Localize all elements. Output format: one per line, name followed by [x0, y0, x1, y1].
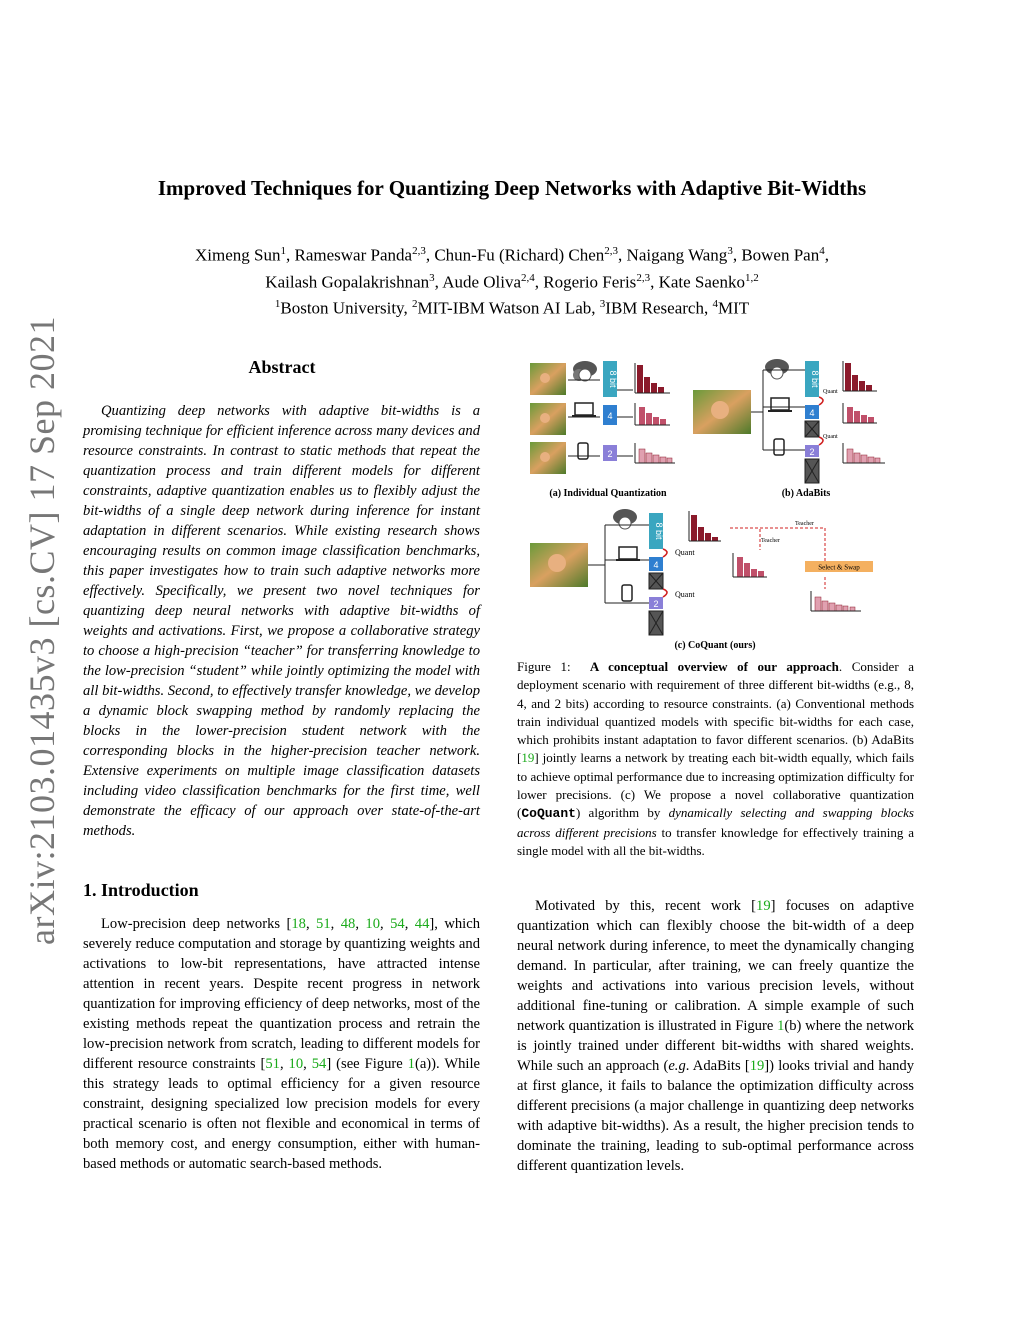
- citation-link[interactable]: 44: [414, 916, 430, 932]
- citation-link[interactable]: 54: [390, 916, 405, 932]
- citation-link[interactable]: 48: [340, 916, 356, 932]
- arxiv-watermark: [15, 316, 62, 945]
- affiliation-mark: 2: [411, 298, 418, 311]
- svg-text:2: 2: [653, 599, 659, 609]
- citation-link[interactable]: 10: [288, 1056, 304, 1072]
- figure-link[interactable]: 1: [777, 1018, 785, 1034]
- laptop-icon: [616, 547, 640, 561]
- svg-text:8 bit: 8 bit: [810, 370, 820, 388]
- author-name: Ximeng Sun: [195, 245, 281, 265]
- affiliation-mark: 4: [712, 298, 718, 311]
- svg-text:4: 4: [607, 411, 613, 421]
- svg-text:2: 2: [607, 449, 613, 459]
- quant-label: Quant: [823, 434, 838, 440]
- affiliation-mark: 1,2: [744, 271, 759, 284]
- figure-caption: Figure 1: A conceptual overview of our approach. Consider a deployment scenario with requirement of three different bit-widths (e.g., 8, 4, and 2 bits) according to resource constraints. (a) Conventional methods train individual quantized models with specific bit-widths for each case, which prohibits instant adaptation to favor different scenarios. (b) AdaBits [19] jointly learns a network by treating each bit-width equally, which fails to achieve optimal performance due to increasing optimization difficulty for lower precisions. (c) We propose a novel collaborative quantization (CoQuant) algorithm by dynamically selecting and swapping blocks across different precisions to transfer knowledge for effectively training a single model with all the bit-widths.: [517, 659, 915, 858]
- teacher-label: Teacher: [761, 538, 780, 544]
- affiliation-mark: 4: [819, 245, 825, 257]
- svg-text:4: 4: [809, 408, 815, 418]
- figure-link[interactable]: 1: [407, 1056, 415, 1072]
- quant-arrow: [819, 397, 823, 405]
- histogram-2bit: [815, 597, 855, 611]
- author-name: Kate Saenko: [658, 272, 745, 292]
- quant-arrow: [663, 549, 667, 557]
- citation-link[interactable]: 54: [311, 1056, 327, 1072]
- histogram-2bit: [639, 449, 672, 463]
- cloud-icon: [573, 361, 597, 381]
- citation-link[interactable]: 51: [316, 916, 331, 932]
- author-name: Rameswar Panda: [294, 245, 413, 265]
- subcaption-c: (c) CoQuant (ours): [674, 640, 756, 651]
- laptop-icon: [768, 398, 792, 412]
- histogram-8bit: [691, 515, 718, 541]
- abstract-text: Quantizing deep networks with adaptive bit-widths is a promising technique for efficient inference across many devices and resource constraints. In contrast to static methods that repeat the quantization process and train different models for different constraints, adaptive quantization enables us to flexibly adjust the bit-widths of a single deep network during inference for instant adaptation in different scenarios. While existing research shows encouraging results on common image classification benchmarks, this paper investigates how to train such adaptive networks more effectively. Specifically, we present two novel techniques for quantizing deep neural networks with adaptive bit-widths of weights and activations. First, we propose a collaborative strategy to choose a high-precision “teacher” for transferring knowledge to the low-precision “student” while jointly optimizing the model with all bit-widths. Second, to effectively transfer knowledge, we develop a dynamic block swapping method by randomly replacing the blocks in the lower-precision student network with the corresponding blocks in the higher-precision teacher network. Extensive experiments on multiple image classification datasets including video classification benchmarks for the first time, well demonstrate the efficacy of our approach over state-of-the-art methods.: [83, 403, 480, 839]
- affiliation-name: MIT: [717, 298, 750, 318]
- citation-link[interactable]: 19: [749, 1058, 765, 1074]
- histogram-4bit: [737, 557, 764, 577]
- phone-icon: [622, 585, 632, 601]
- author-name: Aude Oliva: [442, 272, 522, 292]
- select-swap-label: Select & Swap: [818, 563, 860, 572]
- abstract-heading: Abstract: [248, 357, 316, 377]
- histogram-8bit: [845, 363, 872, 391]
- affiliation-name: MIT-IBM Watson AI Lab: [417, 298, 592, 318]
- affiliation-mark: 2,3: [412, 245, 426, 257]
- laptop-icon: [572, 403, 596, 417]
- affiliation-mark: 2,4: [521, 271, 535, 284]
- affiliation-mark: 3: [727, 245, 733, 257]
- authors-line-2: Kailash Gopalakrishnan$^3$, Aude Oliva$^{2,4}$, Rogerio Feris$^{2,3}$, Kate Saenko$^{1,2}$: [265, 271, 759, 292]
- panel-coquant: [530, 509, 873, 651]
- quant-arrow: [663, 589, 667, 597]
- affiliation-mark: 1: [274, 298, 281, 311]
- citation-link[interactable]: 19: [521, 750, 535, 766]
- author-block: [0, 240, 1024, 320]
- quant-label: Quant: [675, 590, 695, 599]
- quant-label: Quant: [823, 389, 838, 395]
- affiliation-mark: 2,3: [604, 245, 619, 257]
- panel-individual-quantization: [530, 361, 675, 499]
- cloud-icon: [765, 359, 789, 379]
- panel-adabits: [693, 359, 885, 499]
- author-name: Rogerio Feris: [543, 272, 637, 292]
- svg-text:2: 2: [809, 447, 815, 457]
- citation-link[interactable]: 10: [365, 916, 381, 932]
- intro-heading: 1. Introduction: [83, 880, 199, 900]
- affiliation-name: Boston University: [280, 298, 404, 318]
- svg-text:8 bit: 8 bit: [654, 522, 664, 540]
- histogram-4bit: [847, 407, 874, 423]
- cloud-icon: [613, 509, 637, 529]
- shared-block: [805, 421, 819, 437]
- affiliation-mark: 2,3: [636, 271, 651, 284]
- affiliation-mark: 3: [429, 271, 435, 284]
- authors-line-1: Ximeng Sun$^1$, Rameswar Panda$^{2,3}$, Chun-Fu (Richard) Chen$^{2,3}$, Naigang Wang$^3$, Bowen Pan$^4$,: [195, 245, 829, 265]
- histogram-4bit: [639, 407, 666, 425]
- teacher-label: Teacher: [795, 521, 814, 527]
- citation-link[interactable]: 51: [265, 1056, 280, 1072]
- subcaption-b: (b) AdaBits: [781, 488, 831, 499]
- shared-block: [649, 573, 663, 589]
- affiliation-mark: 3: [599, 298, 606, 311]
- histogram-2bit: [847, 449, 880, 463]
- figure-1: [515, 345, 915, 655]
- author-name: Kailash Gopalakrishnan: [265, 272, 430, 292]
- affiliation-mark: 1: [280, 245, 286, 257]
- subcaption-a: (a) Individual Quantization: [549, 488, 667, 499]
- phone-icon: [578, 443, 588, 459]
- citation-link[interactable]: 18: [291, 916, 306, 932]
- citation-link[interactable]: 19: [756, 898, 771, 914]
- shared-block: [649, 611, 663, 635]
- motivation-paragraph: Motivated by this, recent work [19] focuses on adaptive quantization which can flexibly choose the bit-width of a deep neural network during inference, to meet the dynamically changing demand. In particular, after training, we can freely quantize the weights and activations into various precision levels, without additional fine-tuning or calibration. A simple example of such network quantization is illustrated in Figure 1(b) where the network is jointly trained under different bit-widths with shared weights. While such an approach (e.g. AdaBits [19]) looks trivial and handy at first glance, it fails to balance the optimization difficulty across different precisions (a major challenge in quantizing deep networks with adaptive bit-widths). As a result, the higher precision tends to dominate the training, leading to sub-optimal performance across different quantization levels.: [517, 898, 914, 1174]
- histogram-8bit: [637, 365, 664, 393]
- affiliations: $^1$Boston University, $^2$MIT-IBM Watson AI Lab, $^3$IBM Research, $^4$MIT: [274, 298, 750, 318]
- svg-text:4: 4: [653, 560, 659, 570]
- shared-block: [805, 459, 819, 483]
- author-name: Chun-Fu (Richard) Chen: [434, 245, 605, 265]
- paper-title: Improved Techniques for Quantizing Deep Networks with Adaptive Bit-Widths: [157, 176, 867, 200]
- phone-icon: [774, 439, 784, 455]
- affiliation-name: IBM Research: [605, 298, 704, 318]
- arxiv-id: arXiv:2103.01435v3 [cs.CV] 17 Sep 2021: [22, 316, 62, 945]
- intro-paragraph: Low-precision deep networks [18, 51, 48, 10, 54, 44], which severely reduce computation and storage by quantizing weights and activations to low-bit representations, have attracted intense attention in recent years. Despite recent progress in network quantization for improving efficiency of deep networks, most of the existing methods repeat the quantization process and retrain the low-precision network from scratch, leading to different models for different resource constraints [51, 10, 54] (see Figure 1(a)). While this strategy leads to optimal efficiency for a given resource constraint, designing specialized low precision models for every practical scenario is often not flexible and economical in terms of both memory cost, and energy consumption, either with human-based methods or automatic search-based methods.: [83, 916, 481, 1172]
- author-name: Naigang Wang: [626, 245, 728, 265]
- author-name: Bowen Pan: [741, 245, 820, 265]
- quant-label: Quant: [675, 548, 695, 557]
- bit-label: 8 bit: [608, 370, 618, 388]
